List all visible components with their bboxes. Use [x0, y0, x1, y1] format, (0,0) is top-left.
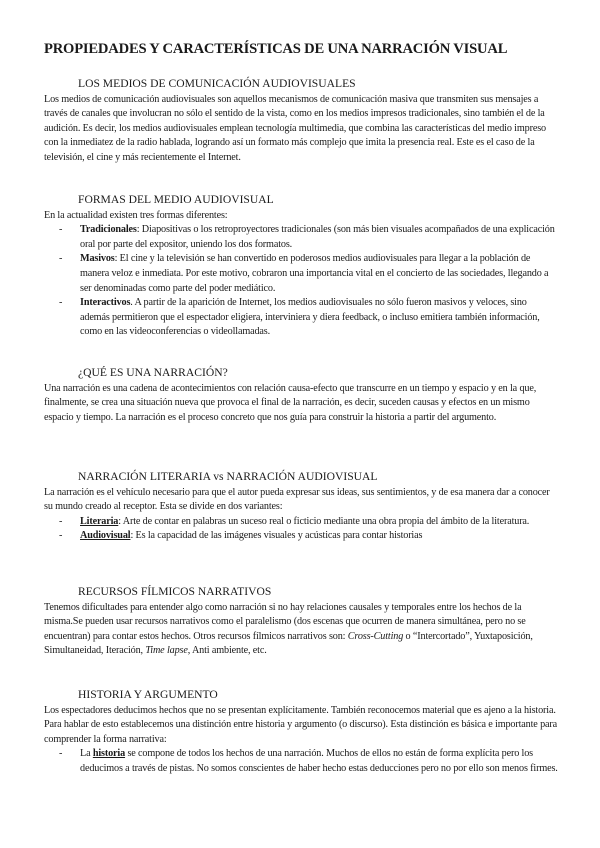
section-heading: LOS MEDIOS DE COMUNICACIÓN AUDIOVISUALES [78, 77, 356, 90]
document-title: PROPIEDADES Y CARACTERÍSTICAS DE UNA NARRACIÓN VISUAL [44, 41, 508, 57]
section-paragraph: Los medios de comunicación audiovisuales son aquellos mecanismos de comunicación masiva que transmiten sus mensajes a través de canales que involucran no sólo el sentido de la vista, como en los medios impresos tradicionales, sino también el de la audición. Es decir, los medios audiovisuales emplean tecnología multimedia, que combina las características del medio impreso con la inmediatez de la radio hablada, logrando así un formato más complejo que imita la presencia real. Este es el caso de la televisión, el cine y más recientemente el Internet. [44, 93, 546, 163]
section-paragraph: Una narración es una cadena de acontecimientos con relación causa-efecto que transcurre en un tiempo y espacio y en la que, finalmente, se crea una situación nueva que provoca el final de la narración, es decir, suceden causas y efectos en un mismo espacio y tiempo. La narración es el proceso concreto que nos guía para construir la historia a partir del argumento. [44, 382, 537, 423]
list-term: Interactivos [80, 297, 131, 309]
paragraph-text: , Anti ambiente, etc. [187, 645, 267, 657]
section-narracion [44, 366, 558, 425]
list-text: se compone de todos los hechos de una narración. Muchos de ellos no están de forma explícita pero los deducimos a través de pistas. No somos conscientes de haber hecho estas deducciones pero no por ello son menos firmes. [80, 748, 558, 774]
section-paragraph: La narración es el vehículo necesario para que el autor pueda expresar sus ideas, sus sentimientos, y de esa manera dar a conocer su mundo creado al receptor. Esta se divide en dos variantes: [44, 486, 550, 513]
section-paragraph [44, 601, 558, 659]
list-term: Tradicionales [80, 224, 137, 236]
term-time-lapse: Time lapse [145, 645, 188, 657]
list-item: - Masivos: El cine y la televisión se han convertido en poderosos medios audiovisuales para llegar a la población de manera veloz e inmediata. Por este motivo, cobraron una importancia vital en el concierto de las sociedades, llegando a ser denominadas como parte del poder mediático. [59, 253, 549, 294]
historia-list [44, 747, 558, 776]
list-text: . A partir de la aparición de Internet, los medios audiovisuales no sólo fueron masivos y veloces, sino además permitieron que el espectador eligiera, interviniera y diera feedback, o incluso emitiera también información, como en las videoconferencias o videollamadas. [80, 297, 540, 338]
forms-list [44, 223, 558, 340]
list-term: Literaria [80, 515, 119, 527]
list-text: : El cine y la televisión se han convertido en poderosos medios audiovisuales para llegar a la población de manera veloz e inmediata. Por este motivo, cobraron una importancia vital en el concierto de las sociedades, llegando a ser denominadas como parte del poder mediático. [80, 253, 549, 294]
list-text: : Diapositivas o los retroproyectores tradicionales (son más bien visuales acompañados de una explicación oral por parte del expositor, uniendo los dos formatos. [80, 224, 555, 250]
list-text: : Arte de contar en palabras un suceso real o ficticio mediante una obra propia del ámbito de la literatura. [118, 515, 530, 527]
list-item: - Audiovisual: Es la capacidad de las imágenes visuales y acústicas para contar historias [59, 530, 423, 542]
section-heading: HISTORIA Y ARGUMENTO [78, 688, 218, 701]
list-item: - La historia se compone de todos los hechos de una narración. Muchos de ellos no están de forma explícita pero los deducimos a través de pistas. No somos conscientes de haber hecho estas deducciones pero no por ello son menos firmes. [59, 748, 558, 774]
list-text: : Es la capacidad de las imágenes visuales y acústicas para contar historias [130, 530, 423, 542]
section-recursos [44, 585, 558, 659]
list-item: - Literaria: Arte de contar en palabras un suceso real o ficticio mediante una obra propia del ámbito de la literatura. [59, 515, 530, 527]
list-item: - Interactivos. A partir de la aparición de Internet, los medios audiovisuales no sólo fueron masivos y veloces, sino además permitieron que el espectador eligiera, interviniera y diera feedback, o incluso emitiera también información, como en las videoconferencias o videollamadas. [59, 297, 540, 338]
section-heading: RECURSOS FÍLMICOS NARRATIVOS [78, 585, 272, 598]
list-item: - Tradicionales: Diapositivas o los retroproyectores tradicionales (son más bien visuales acompañados de una explicación oral por parte del expositor, uniendo los dos formatos. [59, 224, 555, 250]
variants-list [44, 515, 558, 544]
list-term: historia [92, 748, 126, 760]
paragraph-text: o “Intercortado”, Yuxtaposición, Simultaneidad, Iteración, [44, 630, 533, 657]
paragraph-text: Tenemos dificultades para entender algo como narración si no hay relaciones causales y temporales entre los hechos de la misma.Se pueden usar recursos narrativos como el paralelismo (dos escenas que ocurren de manera simultánea, pero no se encuentran) para contar estos hechos. Otros recursos fílmicos narrativos son: [44, 601, 526, 642]
list-term: Audiovisual [80, 530, 131, 542]
list-prefix: La [80, 748, 93, 760]
section-paragraph: Los espectadores deducimos hechos que no se presentan explícitamente. También reconocemos material que es ajeno a la historia. Para hablar de esto establecemos una distinción entre historia y argumento (o discurso). Esta distinción es básica e importante para comprender la forma narrativa: [44, 704, 557, 745]
term-cross-cutting: Cross-Cutting [347, 630, 404, 642]
list-term: Masivos [80, 253, 115, 265]
section-heading: ¿QUÉ ES UNA NARRACIÓN? [78, 366, 228, 379]
section-intro: En la actualidad existen tres formas diferentes: [44, 209, 228, 221]
section-formas [44, 193, 558, 340]
section-heading: FORMAS DEL MEDIO AUDIOVISUAL [78, 193, 274, 206]
section-heading: NARRACIÓN LITERARIA vs NARRACIÓN AUDIOVISUAL [78, 470, 378, 483]
section-literaria [44, 470, 558, 544]
section-medios [44, 77, 558, 166]
section-historia [44, 688, 558, 777]
